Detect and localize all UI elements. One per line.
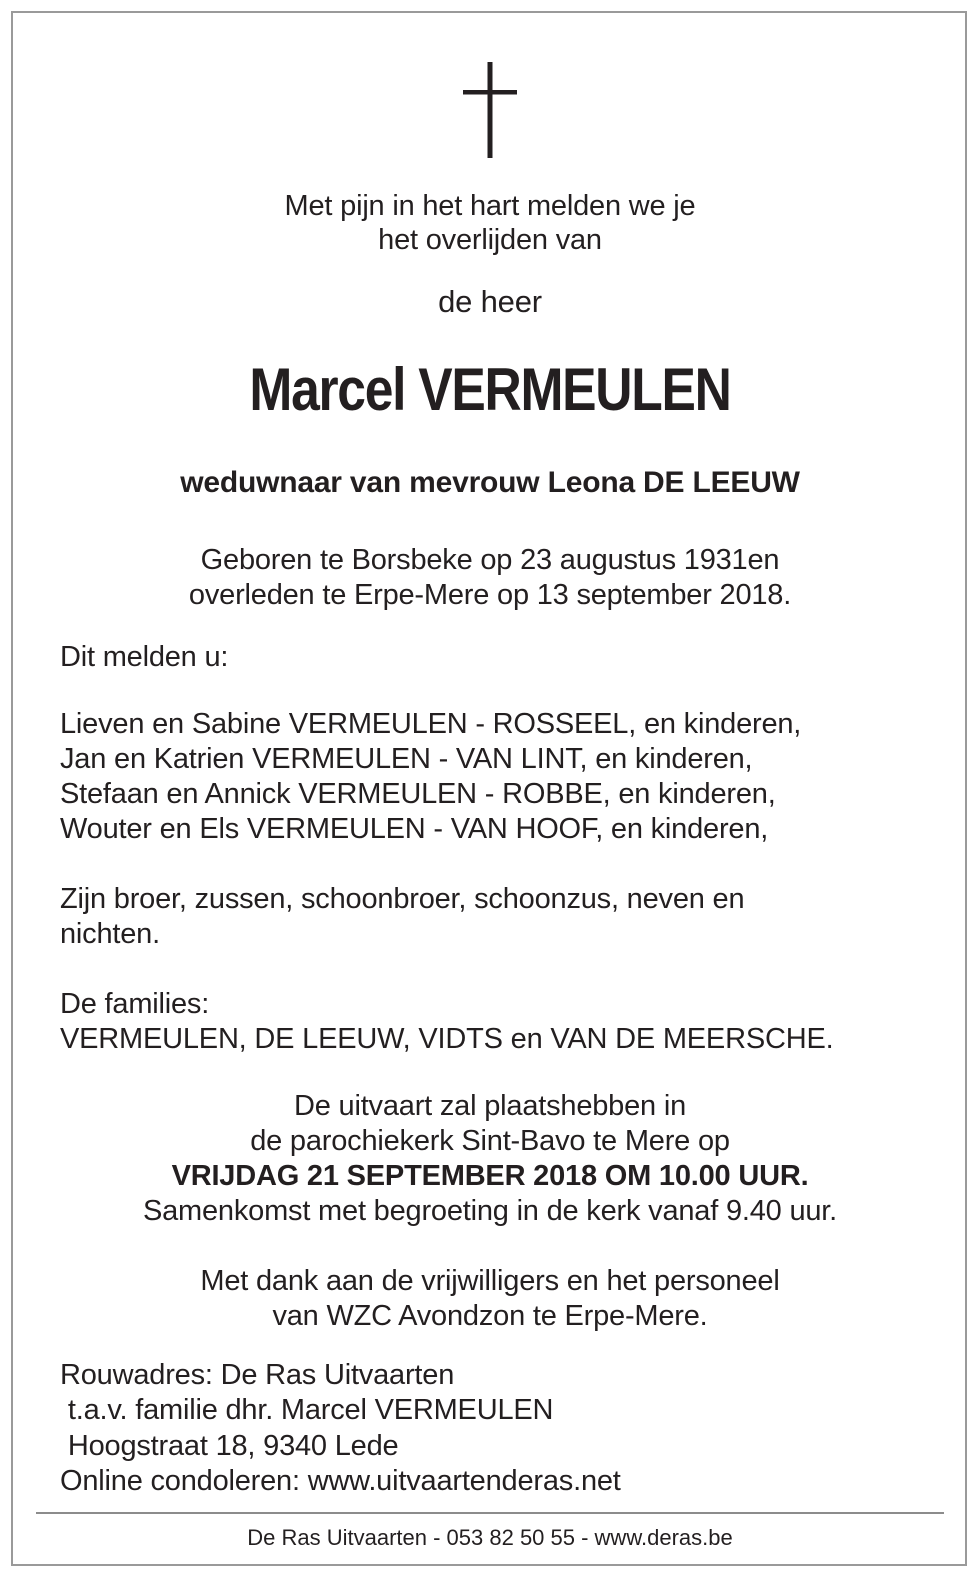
- families-names: VERMEULEN, DE LEEUW, VIDTS en VAN DE MEERSCHE.: [60, 1023, 834, 1055]
- child-line: Stefaan en Annick VERMEULEN - ROBBE, en kinderen,: [60, 778, 776, 810]
- footer-divider: [36, 1512, 944, 1514]
- cross-icon: [460, 60, 520, 160]
- widower-of: weduwnaar van mevrouw Leona DE LEEUW: [180, 466, 800, 499]
- announce-heading: Dit melden u:: [60, 641, 229, 673]
- siblings-line-1: Zijn broer, zussen, schoonbroer, schoonzus, neven en: [60, 883, 745, 915]
- siblings-line-2: nichten.: [60, 918, 160, 950]
- address-line-2: t.a.v. familie dhr. Marcel VERMEULEN: [60, 1394, 554, 1426]
- child-line: Wouter en Els VERMEULEN - VAN HOOF, en kinderen,: [60, 813, 769, 845]
- child-line: Lieven en Sabine VERMEULEN - ROSSEEL, en kinderen,: [60, 708, 802, 740]
- intro-line-2: het overlijden van: [378, 224, 602, 256]
- footer-contact: De Ras Uitvaarten - 053 82 50 55 - www.deras.be: [247, 1525, 733, 1550]
- funeral-line-4: Samenkomst met begroeting in de kerk vanaf 9.40 uur.: [142, 1195, 838, 1227]
- intro-line-1: Met pijn in het hart melden we je: [284, 190, 696, 222]
- child-line: Jan en Katrien VERMEULEN - VAN LINT, en kinderen,: [60, 743, 753, 775]
- birth-line: Geboren te Borsbeke op 23 augustus 1931en: [200, 544, 780, 576]
- thanks-line-2: van WZC Avondzon te Erpe-Mere.: [272, 1300, 708, 1332]
- address-line-3: Hoogstraat 18, 9340 Lede: [60, 1430, 399, 1462]
- death-line: overleden te Erpe-Mere op 13 september 2018.: [188, 579, 792, 611]
- online-condolence-link[interactable]: Online condoleren: www.uitvaartenderas.net: [60, 1465, 621, 1497]
- thanks-line-1: Met dank aan de vrijwilligers en het personeel: [200, 1265, 780, 1297]
- deceased-name: Marcel VERMEULEN: [249, 356, 731, 423]
- funeral-date: VRIJDAG 21 SEPTEMBER 2018 OM 10.00 UUR.: [171, 1160, 809, 1192]
- address-line-1: Rouwadres: De Ras Uitvaarten: [60, 1359, 455, 1391]
- funeral-line-2: de parochiekerk Sint-Bavo te Mere op: [250, 1125, 730, 1157]
- funeral-line-1: De uitvaart zal plaatshebben in: [294, 1090, 686, 1122]
- families-heading: De families:: [60, 988, 210, 1020]
- honorific: de heer: [438, 284, 542, 319]
